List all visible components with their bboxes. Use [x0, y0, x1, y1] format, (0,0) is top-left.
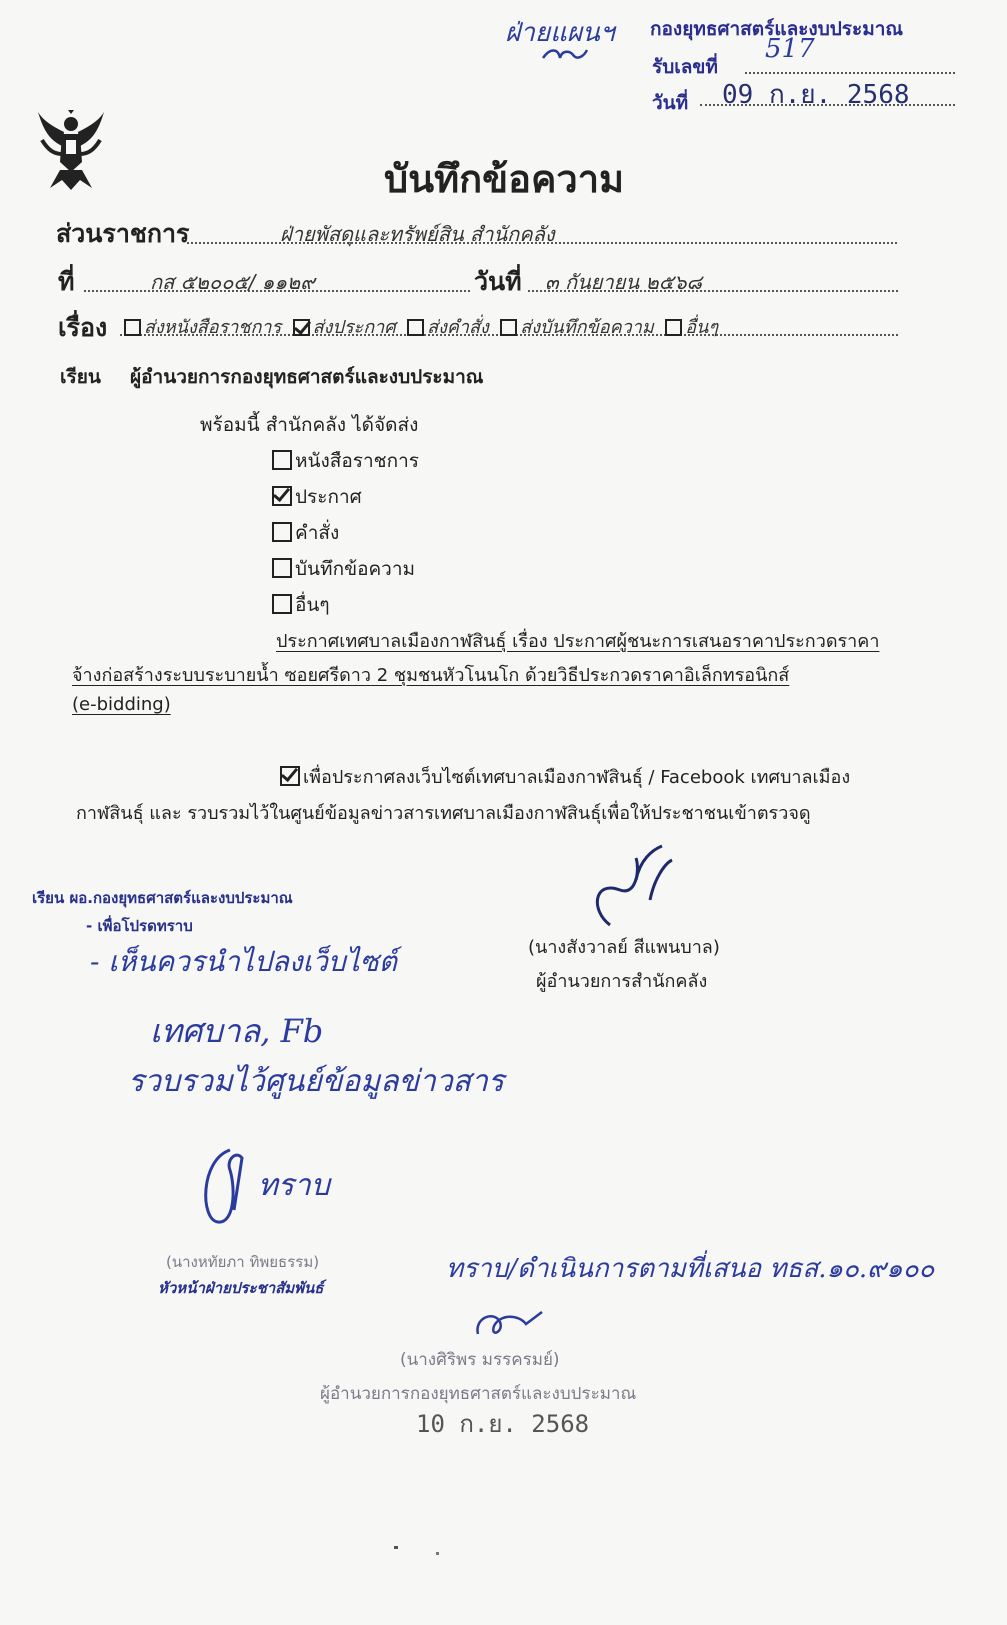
- date-label: วันที่: [474, 267, 522, 296]
- ref-value: กส ๕๒๐๐๕/ ๑๑๒๙: [150, 270, 315, 294]
- checkbox-announcement[interactable]: [293, 319, 310, 336]
- routing-handwritten-1: - เห็นควรนำไปลงเว็บไซต์: [90, 945, 397, 978]
- subject-option-other[interactable]: อื่นๆ: [665, 317, 718, 338]
- checkbox-doctype-announcement[interactable]: [272, 486, 292, 506]
- doctype-announcement[interactable]: ประกาศ: [272, 482, 362, 512]
- checkbox-doctype-memo[interactable]: [272, 558, 292, 578]
- stamp-date-value: 09 ก.ย. 2568: [722, 80, 910, 110]
- routing-purpose: - เพื่อโปรดทราบ: [86, 917, 193, 935]
- subject-option-announcement[interactable]: ส่งประกาศ: [293, 317, 396, 338]
- agency-value: ฝ่ายพัสดุและทรัพย์สิน สำนักคลัง: [280, 222, 555, 246]
- director-handwritten-note: ทราบ/ดำเนินการตามที่เสนอ ทธส.๑๐.๙๑๐๐: [446, 1254, 935, 1284]
- purpose-line-1[interactable]: เพื่อประกาศลงเว็บไซต์เทศบาลเมืองกาฬสินธุ์ / Facebook เทศบาลเมือง: [280, 762, 850, 791]
- doctype-letter[interactable]: หนังสือราชการ: [272, 446, 419, 476]
- stray-dot: [394, 1546, 398, 1549]
- to-label: เรียน: [60, 366, 101, 388]
- memo-title: บันทึกข้อความ: [384, 157, 625, 201]
- stamp-receipt-number: 517: [765, 34, 815, 64]
- handwritten-initial-mark: [540, 44, 590, 66]
- routing-to: เรียน ผอ.กองยุทธศาสตร์และงบประมาณ: [32, 889, 293, 907]
- sender-position: ผู้อำนวยการสำนักคลัง: [536, 971, 708, 992]
- stamp-office-name: กองยุทธศาสตร์และงบประมาณ: [650, 18, 904, 40]
- stamp-date-label: วันที่: [652, 92, 689, 114]
- stamp-receipt-label: รับเลขที่: [652, 56, 718, 78]
- routing-officer-position: หัวหน้าฝ่ายประชาสัมพันธ์: [158, 1279, 324, 1297]
- agency-label: ส่วนราชการ: [56, 219, 190, 248]
- checkbox-order[interactable]: [407, 319, 424, 336]
- checkbox-doctype-order[interactable]: [272, 522, 292, 542]
- checkbox-purpose[interactable]: [280, 766, 300, 786]
- to-value: ผู้อำนวยการกองยุทธศาสตร์และงบประมาณ: [130, 366, 484, 388]
- handwritten-department-note: ฝ่ายแผนฯ: [505, 18, 615, 48]
- sender-name: (นางสังวาลย์ สีแพนบาล): [528, 937, 720, 958]
- stray-dot: [436, 1552, 439, 1555]
- routing-handwritten-3: รวบรวมไว้ศูนย์ข้อมูลข่าวสาร: [128, 1064, 504, 1099]
- checkbox-letter[interactable]: [124, 319, 141, 336]
- subject-options: [124, 312, 718, 341]
- purpose-line-2: กาฬสินธุ์ และ รวบรวมไว้ในศูนย์ข้อมูลข่าวสารเทศบาลเมืองกาฬสินธุ์เพื่อให้ประชาชนเข้าตรวจดู: [76, 803, 811, 824]
- subject-option-memo[interactable]: ส่งบันทึกข้อความ: [500, 317, 654, 338]
- sender-signature-mark: [580, 840, 690, 930]
- routing-initials-note: ทราบ: [258, 1168, 330, 1203]
- garuda-emblem-icon: [36, 110, 106, 196]
- subject-label: เรื่อง: [58, 313, 108, 342]
- doctype-memo[interactable]: บันทึกข้อความ: [272, 554, 415, 584]
- announcement-line-3: (e-bidding): [72, 694, 171, 715]
- subject-option-order[interactable]: ส่งคำสั่ง: [407, 317, 489, 338]
- doctype-other[interactable]: อื่นๆ: [272, 590, 330, 620]
- routing-officer-name: (นางหทัยภา ทิพยธรรม): [166, 1253, 320, 1271]
- body-intro: พร้อมนี้ สำนักคลัง ได้จัดส่ง: [200, 414, 419, 436]
- director-signature-mark: [470, 1304, 550, 1344]
- checkbox-memo[interactable]: [500, 319, 517, 336]
- ref-label: ที่: [58, 267, 75, 296]
- checkbox-other[interactable]: [665, 319, 682, 336]
- date-value: ๓ กันยายน ๒๕๖๘: [545, 270, 702, 294]
- checkbox-doctype-other[interactable]: [272, 594, 292, 614]
- director-name: (นางศิริพร มรรครมย์): [400, 1350, 560, 1370]
- announcement-line-1: ประกาศเทศบาลเมืองกาฬสินธุ์ เรื่อง ประกาศผู้ชนะการเสนอราคาประกวดราคา: [276, 631, 880, 652]
- subject-option-letter[interactable]: ส่งหนังสือราชการ: [124, 317, 281, 338]
- director-date-stamp: 10 ก.ย. 2568: [416, 1410, 590, 1438]
- announcement-line-2: จ้างก่อสร้างระบบระบายน้ำ ซอยศรีดาว 2 ชุมชนหัวโนนโก ด้วยวิธีประกวดราคาอิเล็กทรอนิกส์: [72, 665, 790, 686]
- routing-handwritten-2: เทศบาล, Fb: [150, 1012, 324, 1050]
- doctype-order[interactable]: คำสั่ง: [272, 518, 339, 548]
- checkbox-doctype-letter[interactable]: [272, 450, 292, 470]
- director-position: ผู้อำนวยการกองยุทธศาสตร์และงบประมาณ: [320, 1384, 637, 1404]
